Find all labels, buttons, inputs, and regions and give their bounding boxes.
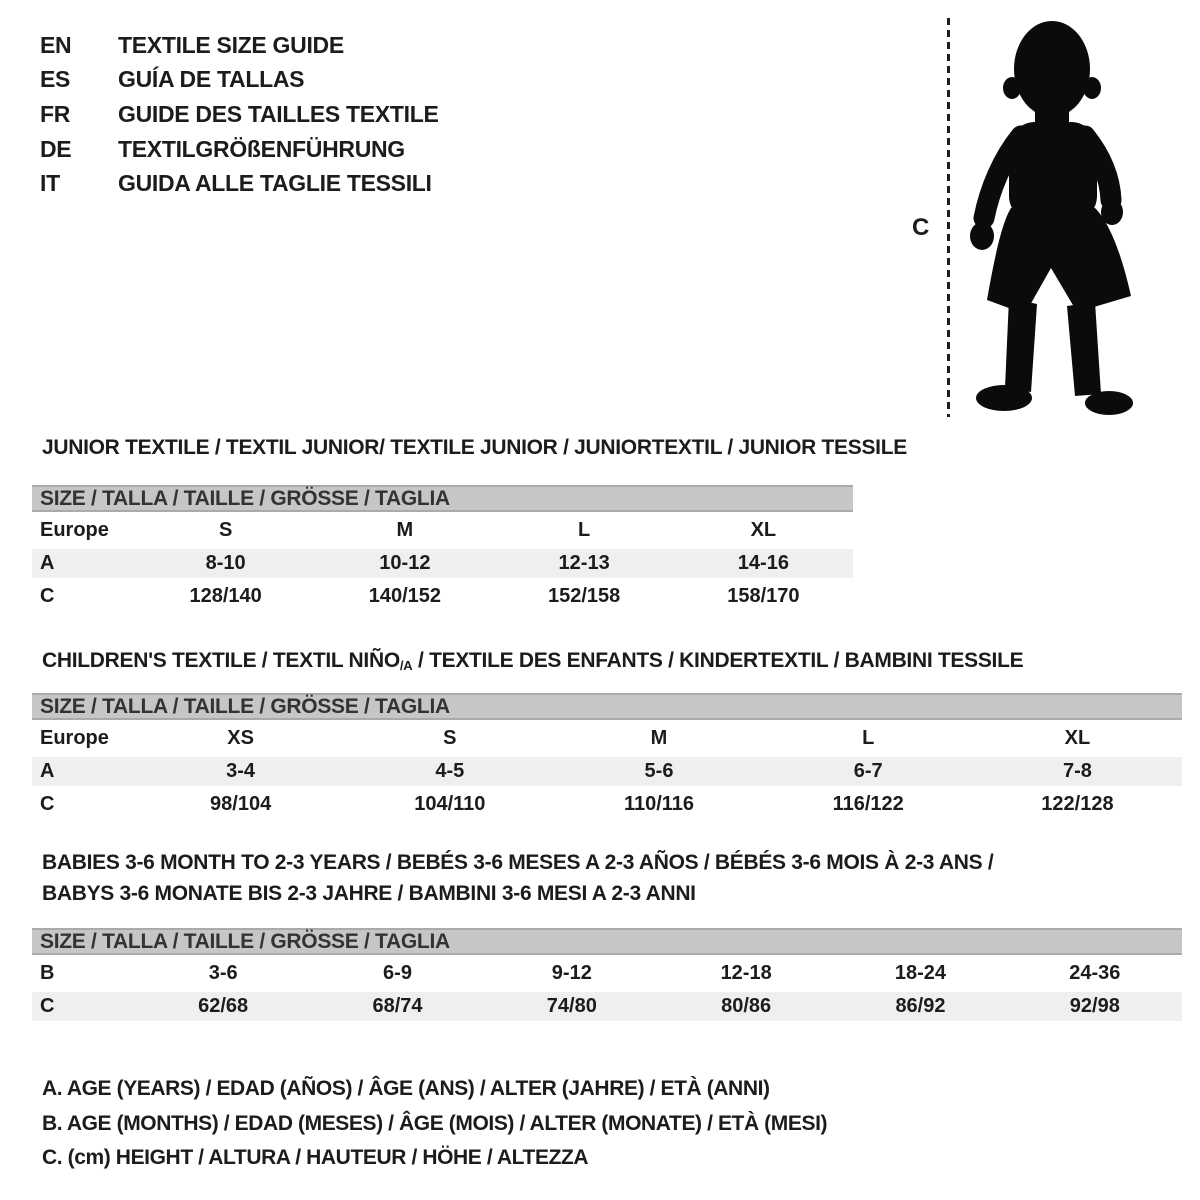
table-cell: XS [227, 727, 254, 749]
table-cell: 9-12 [551, 962, 592, 984]
language-guide-title: GUIDE DES TAILLES TEXTILE [118, 100, 439, 127]
row-label: A [40, 552, 55, 574]
table-cell: 98/104 [210, 793, 272, 815]
table-cell: 24-36 [1069, 962, 1121, 984]
section-title-line [42, 847, 993, 878]
table-cell: 3-6 [208, 962, 238, 984]
title-text: BABIES 3-6 MONTH TO 2-3 YEARS / BEBÉS 3-6 MESES A 2-3 AÑOS / BÉBÉS 3-6 MOIS À 2-3 ANS / [42, 851, 994, 874]
table-cell: L [862, 727, 875, 749]
table-cell: 68/74 [372, 995, 423, 1017]
section-title-children [42, 645, 1023, 678]
section-title-line [42, 645, 1023, 678]
table-row [32, 549, 853, 578]
row-label: C [40, 585, 55, 607]
row-label: C [40, 995, 55, 1017]
size-header-bar: SIZE / TALLA / TAILLE / GRÖSSE / TAGLIA [32, 485, 853, 512]
title-subscript: /A [399, 658, 413, 673]
table-cell: 110/116 [623, 793, 695, 815]
legend-line: B. AGE (MONTHS) / EDAD (MESES) / ÂGE (MOIS) / ALTER (MONATE) / ETÀ (MESI) [42, 1111, 828, 1135]
title-text: BABYS 3-6 MONATE BIS 2-3 JAHRE / BAMBINI 3-6 MESI A 2-3 ANNI [42, 882, 696, 905]
language-row [40, 28, 439, 63]
table-cell: 116/122 [832, 793, 904, 815]
title-text: / TEXTILE DES ENFANTS / KINDERTEXTIL / BAMBINI TESSILE [412, 649, 1024, 672]
table-cell: 92/98 [1069, 995, 1120, 1017]
language-guide-title: TEXTILE SIZE GUIDE [118, 31, 344, 58]
table-cell: S [443, 727, 457, 749]
table-cell: 158/170 [727, 585, 800, 607]
language-row [40, 63, 439, 98]
table-cell: M [650, 727, 668, 749]
table-cell: 14-16 [737, 552, 789, 574]
table-cell: 74/80 [546, 995, 597, 1017]
toddler-silhouette-icon [963, 18, 1140, 418]
table-cell: M [396, 519, 414, 541]
table-cell: 122/128 [1041, 793, 1114, 815]
junior-size-table [32, 485, 853, 611]
table-cell: XL [1064, 727, 1091, 749]
row-label: A [40, 760, 55, 782]
size-header-bar: SIZE / TALLA / TAILLE / GRÖSSE / TAGLIA [32, 693, 1182, 720]
table-cell: 7-8 [1062, 760, 1092, 782]
language-guide-title: TEXTILGRÖßENFÜHRUNG [118, 135, 405, 162]
language-code: IT [40, 170, 60, 197]
legend-line: A. AGE (YEARS) / EDAD (AÑOS) / ÂGE (ANS) / ALTER (JAHRE) / ETÀ (ANNI) [42, 1077, 770, 1100]
table-cell: 12-13 [558, 552, 610, 574]
table-row [32, 724, 1182, 753]
height-measure-label: C [912, 214, 930, 241]
language-row [40, 132, 439, 167]
legend [42, 1072, 827, 1176]
table-cell: 86/92 [895, 995, 946, 1017]
height-measure-line [947, 18, 950, 417]
table-cell: 3-4 [226, 760, 256, 782]
table-cell: 8-10 [205, 552, 246, 574]
table-cell: 10-12 [379, 552, 431, 574]
language-guide-title: GUIDA ALLE TAGLIE TESSILI [118, 170, 432, 197]
children-size-table [32, 693, 1182, 819]
table-cell: 6-7 [853, 760, 883, 782]
language-row [40, 97, 439, 132]
table-cell: 152/158 [547, 585, 621, 607]
table-cell: 128/140 [189, 585, 262, 607]
table-row [32, 959, 1182, 988]
row-label: Europe [40, 727, 109, 749]
title-text: JUNIOR TEXTILE / TEXTIL JUNIOR/ TEXTILE JUNIOR / JUNIORTEXTIL / JUNIOR TESSILE [42, 436, 907, 459]
table-cell: 6-9 [383, 962, 412, 984]
table-cell: 5-6 [644, 760, 674, 782]
language-code: EN [40, 31, 72, 58]
table-row [32, 516, 853, 545]
table-cell: 12-18 [720, 962, 772, 984]
table-row [32, 992, 1182, 1021]
language-code: ES [40, 66, 71, 93]
table-cell: L [578, 519, 591, 541]
size-header-bar: SIZE / TALLA / TAILLE / GRÖSSE / TAGLIA [32, 928, 1182, 955]
language-row [40, 166, 439, 201]
section-title-line [42, 432, 907, 463]
language-header [40, 28, 439, 201]
table-cell: 140/152 [368, 585, 442, 607]
legend-line: C. (cm) HEIGHT / ALTURA / HAUTEUR / HÖHE / ALTEZZA [42, 1146, 589, 1170]
table-cell: 18-24 [894, 962, 947, 984]
row-label: B [40, 962, 55, 984]
table-cell: S [218, 519, 233, 541]
language-code: DE [40, 135, 72, 162]
section-title-junior [42, 432, 907, 463]
title-text: CHILDREN'S TEXTILE / TEXTIL NIÑO [42, 649, 400, 672]
row-label: Europe [40, 519, 109, 541]
table-cell: 62/68 [198, 995, 249, 1017]
table-row [32, 757, 1182, 786]
language-guide-title: GUÍA DE TALLAS [118, 66, 305, 93]
section-title-babies [42, 847, 993, 909]
row-label: C [40, 793, 55, 815]
babies-size-table [32, 928, 1182, 1021]
table-cell: 80/86 [721, 995, 772, 1017]
table-cell: 104/110 [414, 793, 486, 815]
table-row [32, 790, 1182, 819]
language-code: FR [40, 100, 71, 127]
table-cell: 4-5 [435, 760, 465, 782]
section-title-line [42, 878, 993, 909]
table-cell: XL [750, 519, 777, 541]
table-row [32, 582, 853, 611]
